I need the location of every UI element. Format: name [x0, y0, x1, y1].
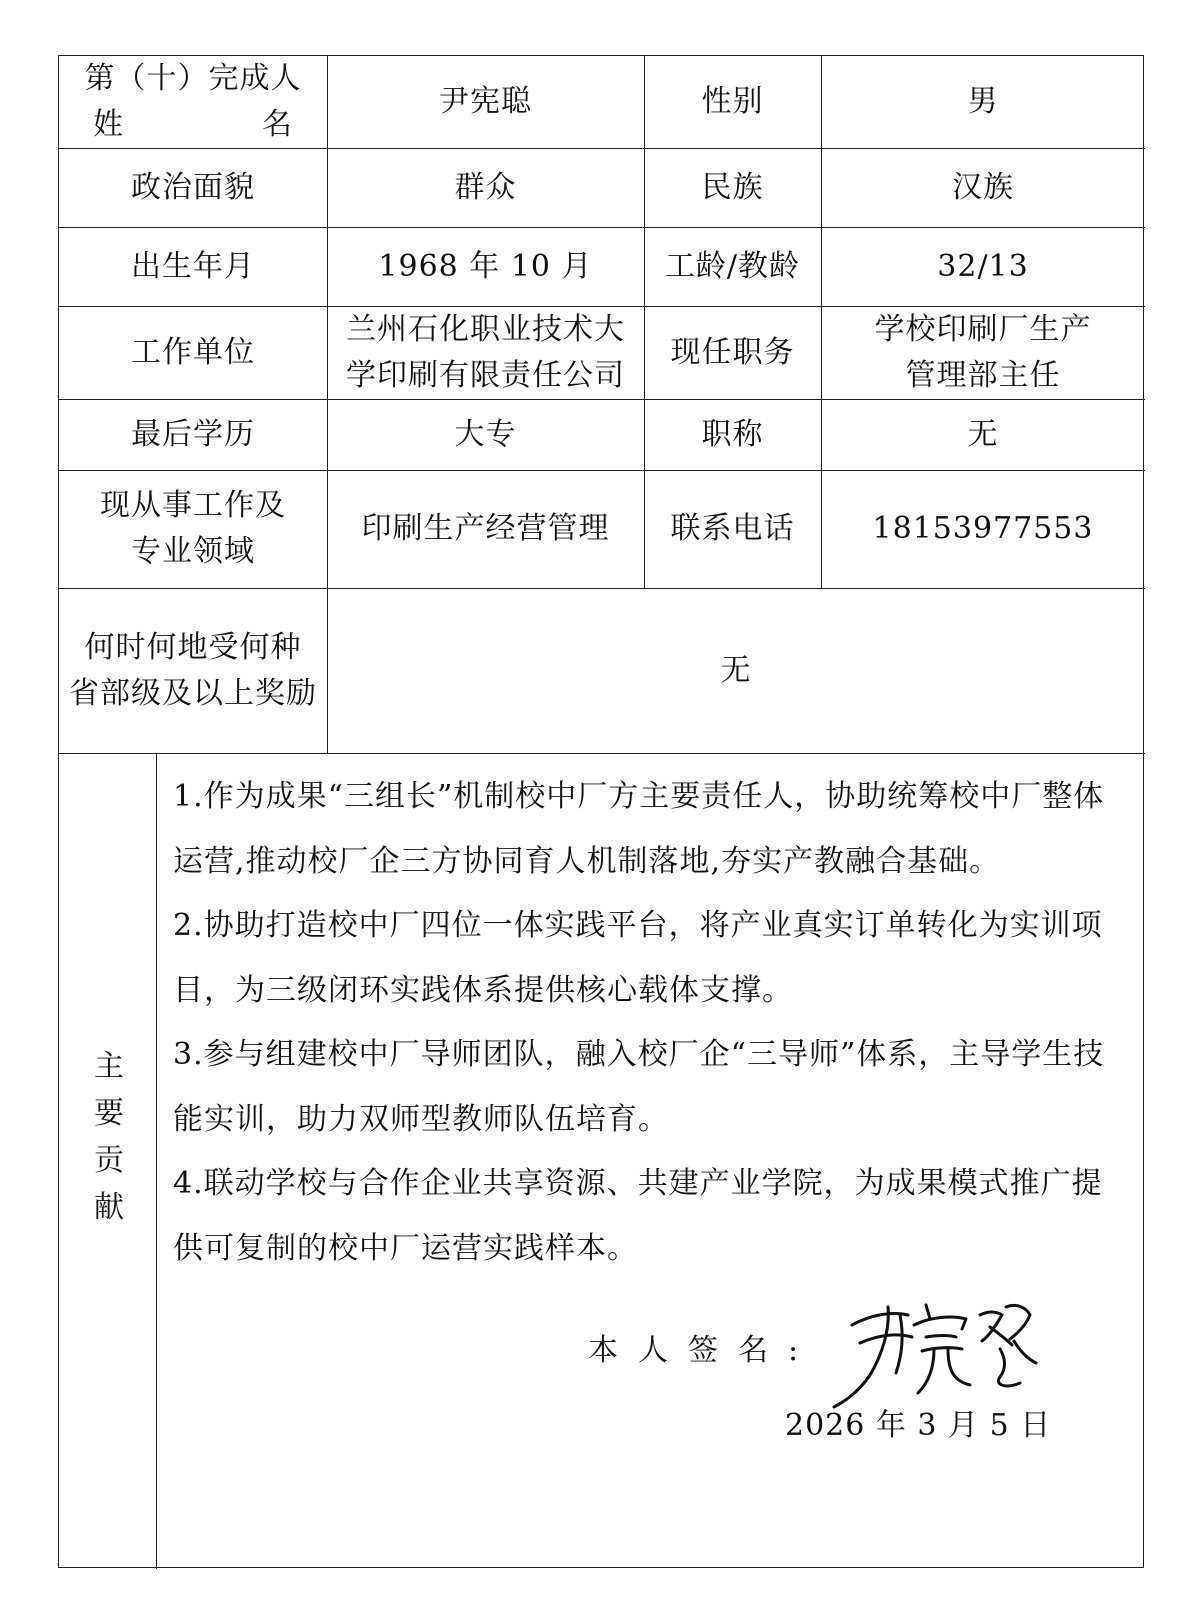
birth-value: 1968 年 10 月 [378, 248, 593, 284]
position-value-line1: 学校印刷厂生产 [874, 311, 1092, 347]
position-label: 现任职务 [670, 334, 795, 370]
name-label-line2 [93, 102, 293, 148]
awards-label-line2: 省部级及以上奖励 [69, 675, 317, 711]
gender-value: 男 [967, 84, 999, 119]
employer-value [327, 306, 644, 399]
contribution-item: 4.联动学校与合作企业共享资源、共建产业学院，为成果模式推广提供可复制的校中厂运营实践样本。 [173, 1166, 1103, 1266]
political-value: 群众 [454, 169, 517, 205]
gender-label: 性别 [701, 84, 764, 119]
employer-value-line1: 兰州石化职业技术大 [346, 311, 625, 347]
contributions-text [173, 765, 1123, 1281]
signature-label: 本人签名: [588, 1333, 819, 1368]
contribution-item: 3.参与组建校中厂导师团队，融入校厂企“三导师”体系，主导学生技能实训，助力双师型教师队伍培育。 [173, 1037, 1105, 1137]
field-label [59, 470, 327, 588]
ethnicity-value: 汉族 [952, 169, 1014, 205]
contributions-label-char: 贡 [94, 1143, 124, 1178]
contributions-label-char: 主 [94, 1049, 124, 1084]
contribution-item: 2.协助打造校中厂四位一体实践平台，将产业真实订单转化为实训项目，为三级闭环实践体系提供核心载体支撑。 [173, 908, 1103, 1008]
education-label: 最后学历 [131, 416, 255, 452]
name-label-cell [59, 56, 327, 148]
position-value-line2: 管理部主任 [905, 357, 1061, 393]
position-value [821, 306, 1145, 399]
education-value: 大专 [454, 416, 517, 452]
contributions-label-char: 要 [94, 1096, 124, 1131]
title-value: 无 [967, 416, 999, 452]
contributions-label [79, 1043, 139, 1231]
field-label-line2: 专业领域 [131, 534, 255, 569]
name-label-line1: 第（十）完成人 [84, 61, 302, 96]
field-value: 印刷生产经营管理 [361, 511, 610, 546]
employer-label: 工作单位 [131, 334, 255, 370]
name-label-char: 名 [262, 107, 293, 142]
birth-label: 出生年月 [131, 248, 255, 284]
seniority-value: 32/13 [937, 248, 1029, 284]
name-label-char: 姓 [93, 107, 124, 142]
seniority-label: 工龄/教龄 [664, 248, 801, 284]
awards-value: 无 [720, 652, 752, 688]
awards-label [59, 588, 327, 753]
phone-value: 18153977553 [872, 511, 1094, 546]
phone-label: 联系电话 [670, 511, 795, 546]
contribution-item: 1.作为成果“三组长”机制校中厂方主要责任人，协助统筹校中厂整体运营,推动校厂企三方协同育人机制落地,夯实产教融合基础。 [173, 779, 1105, 879]
name-value: 尹宪聪 [439, 84, 532, 119]
sign-date: 2026 年 3 月 5 日 [785, 1408, 1052, 1443]
title-label: 职称 [701, 416, 764, 452]
awards-label-line1: 何时何地受何种 [84, 629, 302, 665]
contributions-label-char: 献 [94, 1190, 124, 1225]
field-label-line1: 现从事工作及 [100, 488, 286, 523]
employer-value-line2: 学印刷有限责任公司 [346, 357, 625, 393]
contributions-section [59, 753, 1145, 1569]
political-label: 政治面貌 [131, 169, 255, 205]
ethnicity-label: 民族 [701, 169, 764, 205]
